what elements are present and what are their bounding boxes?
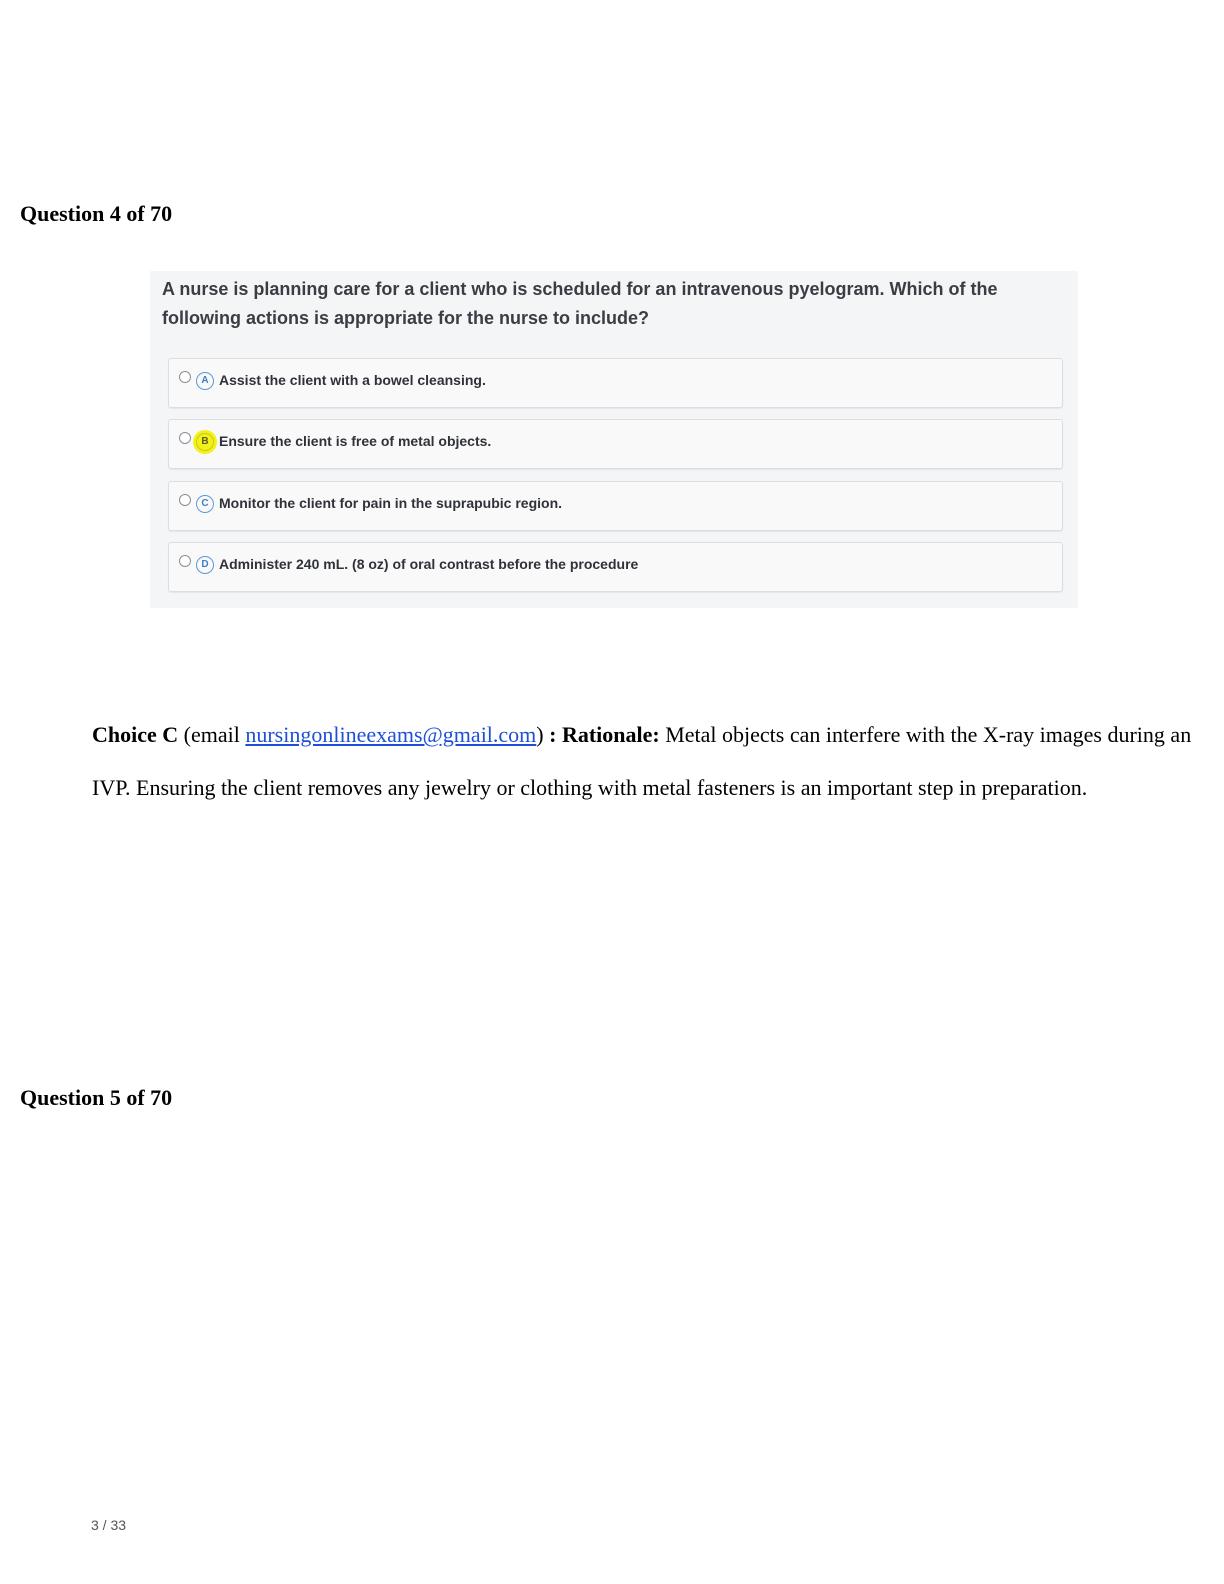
rationale-paragraph — [92, 708, 1202, 814]
rationale-body: Metal objects can interfere with the X-ray images during an IVP. Ensuring the client removes any jewelry or clothing with metal fasteners is an important step in preparation. — [92, 722, 1192, 800]
email-link[interactable]: nursingonlineexams@gmail.com — [245, 722, 537, 747]
rationale-label: : Rationale: — [549, 722, 660, 747]
radio-a[interactable] — [179, 371, 191, 383]
option-d-text: Administer 240 mL. (8 oz) of oral contrast before the procedure — [219, 556, 639, 572]
letter-badge-b-highlighted: B — [196, 433, 214, 451]
question-5-heading: Question 5 of 70 — [20, 1085, 173, 1110]
option-a[interactable] — [168, 358, 1063, 408]
option-b-text: Ensure the client is free of metal objects. — [219, 433, 492, 449]
question-stem: A nurse is planning care for a client who is scheduled for an intravenous pyelogram. Which of the following actions is appropriate for the nurse to include? — [162, 279, 998, 328]
question-4-heading: Question 4 of 70 — [20, 201, 173, 226]
option-d[interactable] — [168, 542, 1063, 592]
choice-label: Choice C — [92, 722, 179, 747]
question-4-screenshot — [150, 271, 1078, 608]
email-suffix: ) — [536, 722, 544, 747]
email-prefix: (email — [183, 722, 246, 747]
letter-badge-c: C — [196, 495, 214, 513]
radio-d[interactable] — [179, 555, 191, 567]
radio-c[interactable] — [179, 494, 191, 506]
page-number: 3 / 33 — [91, 1517, 127, 1533]
letter-badge-a: A — [196, 372, 214, 390]
option-a-text: Assist the client with a bowel cleansing. — [219, 372, 486, 388]
option-c-text: Monitor the client for pain in the suprapubic region. — [219, 495, 563, 511]
option-c[interactable] — [168, 481, 1063, 531]
radio-b[interactable] — [179, 432, 191, 444]
letter-badge-d: D — [196, 556, 214, 574]
option-b[interactable] — [168, 419, 1063, 469]
